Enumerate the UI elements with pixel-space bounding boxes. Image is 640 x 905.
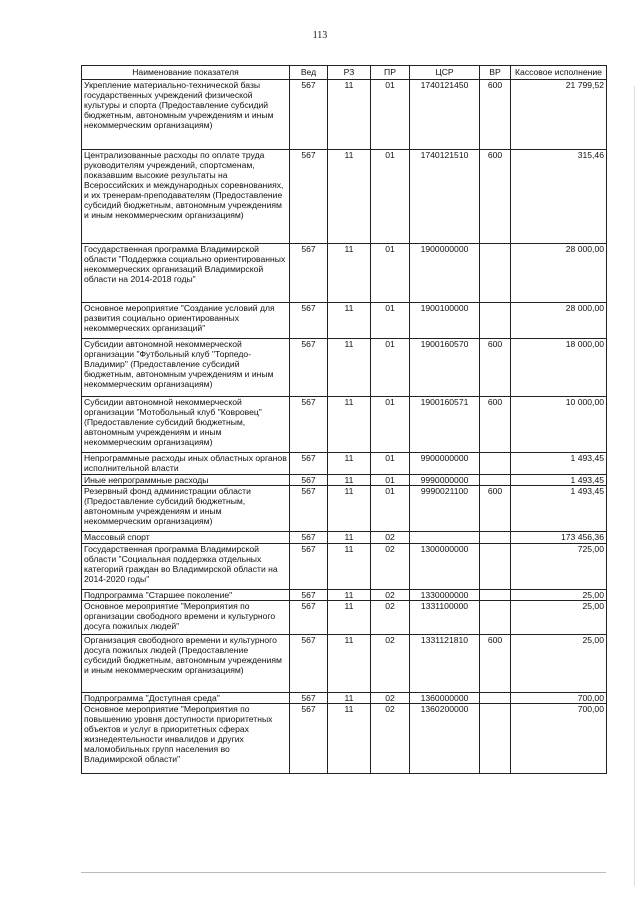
row-vr-cell [480,303,511,339]
row-name-cell: Организация свободного времени и культурного досуга пожилых людей (Предоставление субсидий бюджетным, автономным учреждениям и иным некоммерческим организациям) [82,635,290,693]
row-amount-cell: 18 000,00 [511,339,607,397]
row-ved-cell: 567 [290,80,328,150]
row-name-cell: Основное мероприятие "Мероприятия по организации свободного времени и культурного досуга пожилых людей" [82,601,290,635]
row-rz-cell: 11 [328,532,371,544]
row-name-cell: Укрепление материально-технической базы государственных учреждений физической культуры и спорта (Предоставление субсидий бюджетным, автономным учреждениям и иным некоммерческим организациям) [82,80,290,150]
table-row [82,453,607,475]
row-amount-cell: 725,00 [511,544,607,590]
row-name-cell: Субсидии автономной некоммерческой организации "Мотобольный клуб "Ковровец" (Предоставление субсидий бюджетным, автономным учреждениям и иным некоммерческим организациям) [82,397,290,453]
row-vr-cell: 600 [480,486,511,532]
row-rz-cell: 11 [328,475,371,486]
row-name-cell: Массовый спорт [82,532,290,544]
row-vr-cell: 600 [480,397,511,453]
row-name-cell: Субсидии автономной некоммерческой организации "Футбольный клуб "Торпедо-Владимир" (Предоставление субсидий бюджетным, автономным учреждениям и иным некоммерческим организациям) [82,339,290,397]
row-name-cell: Подпрограмма "Доступная среда" [82,693,290,704]
row-rz-cell: 11 [328,303,371,339]
row-ved-cell: 567 [290,486,328,532]
row-ved-cell: 567 [290,150,328,244]
table-row [82,590,607,601]
row-ved-cell: 567 [290,397,328,453]
row-name-cell: Резервный фонд администрации области (Предоставление субсидий бюджетным, автономным учреждениям и иным некоммерческим организациям) [82,486,290,532]
table-row [82,635,607,693]
row-name-cell: Непрограммные расходы иных областных органов исполнительной власти [82,453,290,475]
table-row [82,544,607,590]
row-amount-cell: 1 493,45 [511,453,607,475]
row-pr-cell: 02 [371,544,410,590]
row-ved-cell: 567 [290,601,328,635]
scan-edge-mark [634,86,635,886]
row-pr-cell: 01 [371,475,410,486]
table-header-row [82,66,607,80]
table-row [82,303,607,339]
table-row [82,704,607,774]
row-vr-cell: 600 [480,635,511,693]
bottom-rule [81,872,606,873]
row-rz-cell: 11 [328,453,371,475]
row-vr-cell: 600 [480,339,511,397]
row-csr-cell: 9990000000 [410,475,480,486]
page-number: 113 [312,30,328,41]
row-rz-cell: 11 [328,244,371,303]
row-rz-cell: 11 [328,150,371,244]
header-vr: ВР [480,66,511,80]
row-vr-cell [480,704,511,774]
row-vr-cell [480,544,511,590]
row-csr-cell: 1300000000 [410,544,480,590]
row-name-cell: Государственная программа Владимирской области "Социальная поддержка отдельных категорий граждан во Владимирской области на 2014-2020 годы" [82,544,290,590]
row-pr-cell: 01 [371,80,410,150]
table-row [82,486,607,532]
row-ved-cell: 567 [290,303,328,339]
row-name-cell: Государственная программа Владимирской области "Поддержка социально ориентированных некоммерческих организаций Владимирской области на 2014-2018 годы" [82,244,290,303]
row-pr-cell: 02 [371,601,410,635]
row-rz-cell: 11 [328,601,371,635]
row-vr-cell [480,244,511,303]
row-rz-cell: 11 [328,544,371,590]
row-rz-cell: 11 [328,693,371,704]
table-row [82,601,607,635]
row-ved-cell: 567 [290,693,328,704]
row-amount-cell: 1 493,45 [511,475,607,486]
row-pr-cell: 02 [371,590,410,601]
row-ved-cell: 567 [290,532,328,544]
row-ved-cell: 567 [290,544,328,590]
row-csr-cell: 1330000000 [410,590,480,601]
budget-execution-table [81,65,607,774]
row-amount-cell: 25,00 [511,635,607,693]
row-rz-cell: 11 [328,80,371,150]
row-amount-cell: 700,00 [511,693,607,704]
row-csr-cell: 1331100000 [410,601,480,635]
row-csr-cell: 1900160571 [410,397,480,453]
header-pr: ПР [371,66,410,80]
table-row [82,475,607,486]
row-amount-cell: 10 000,00 [511,397,607,453]
row-amount-cell: 700,00 [511,704,607,774]
row-name-cell: Основное мероприятие "Мероприятия по повышению уровня доступности приоритетных объектов и услуг в приоритетных сферах жизнедеятельности инвалидов и других маломобильных групп населения во Владимирской области" [82,704,290,774]
row-ved-cell: 567 [290,704,328,774]
row-csr-cell: 9900000000 [410,453,480,475]
header-rz: РЗ [328,66,371,80]
table-row [82,693,607,704]
table-row [82,150,607,244]
row-vr-cell [480,590,511,601]
header-name: Наименование показателя [82,66,290,80]
header-ved: Вед [290,66,328,80]
row-amount-cell: 28 000,00 [511,303,607,339]
row-csr-cell: 1360200000 [410,704,480,774]
row-vr-cell: 600 [480,80,511,150]
row-pr-cell: 01 [371,486,410,532]
row-pr-cell: 02 [371,532,410,544]
row-amount-cell: 25,00 [511,590,607,601]
row-amount-cell: 21 799,52 [511,80,607,150]
row-csr-cell: 1740121510 [410,150,480,244]
row-vr-cell: 600 [480,150,511,244]
row-pr-cell: 01 [371,150,410,244]
row-pr-cell: 02 [371,635,410,693]
row-name-cell: Основное мероприятие "Создание условий для развития социально ориентированных некоммерческих организаций" [82,303,290,339]
row-csr-cell: 1900160570 [410,339,480,397]
row-pr-cell: 01 [371,303,410,339]
row-amount-cell: 315,46 [511,150,607,244]
row-name-cell: Подпрограмма "Старшее поколение" [82,590,290,601]
row-ved-cell: 567 [290,475,328,486]
row-csr-cell: 1900000000 [410,244,480,303]
row-csr-cell: 9990021100 [410,486,480,532]
table-row [82,397,607,453]
row-name-cell: Централизованные расходы по оплате труда руководителям учреждений, спортсменам, показавшим высокие результаты на Всероссийских и международных соревнованиях, и их тренерам-преподавателям (Предоставление субсидий бюджетным, автономным учреждениям и иным некоммерческим организациям) [82,150,290,244]
row-amount-cell: 25,00 [511,601,607,635]
row-vr-cell [480,601,511,635]
row-ved-cell: 567 [290,635,328,693]
row-vr-cell [480,453,511,475]
row-pr-cell: 02 [371,693,410,704]
row-rz-cell: 11 [328,590,371,601]
row-pr-cell: 01 [371,453,410,475]
row-amount-cell: 28 000,00 [511,244,607,303]
row-ved-cell: 567 [290,339,328,397]
row-pr-cell: 02 [371,704,410,774]
table-row [82,80,607,150]
row-csr-cell: 1900100000 [410,303,480,339]
row-amount-cell: 1 493,45 [511,486,607,532]
row-rz-cell: 11 [328,339,371,397]
row-ved-cell: 567 [290,590,328,601]
row-amount-cell: 173 456,36 [511,532,607,544]
row-csr-cell: 1740121450 [410,80,480,150]
table-row [82,339,607,397]
row-rz-cell: 11 [328,704,371,774]
header-csr: ЦСР [410,66,480,80]
table-row [82,244,607,303]
row-ved-cell: 567 [290,453,328,475]
table-row [82,532,607,544]
header-amount: Кассовое исполнение [511,66,607,80]
row-csr-cell: 1331121810 [410,635,480,693]
row-rz-cell: 11 [328,486,371,532]
row-vr-cell [480,693,511,704]
row-rz-cell: 11 [328,635,371,693]
row-ved-cell: 567 [290,244,328,303]
row-vr-cell [480,475,511,486]
row-csr-cell: 1360000000 [410,693,480,704]
row-vr-cell [480,532,511,544]
row-pr-cell: 01 [371,397,410,453]
row-pr-cell: 01 [371,244,410,303]
row-csr-cell [410,532,480,544]
row-rz-cell: 11 [328,397,371,453]
row-pr-cell: 01 [371,339,410,397]
row-name-cell: Иные непрограммные расходы [82,475,290,486]
